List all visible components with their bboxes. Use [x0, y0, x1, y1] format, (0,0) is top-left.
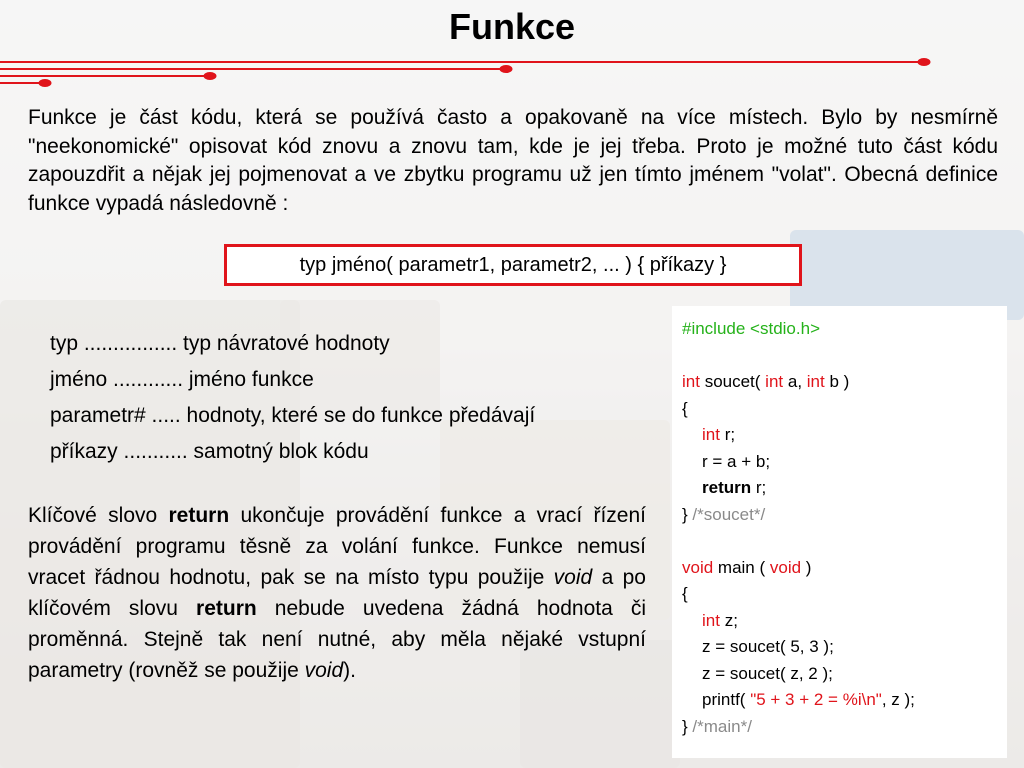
code-example-panel	[672, 306, 1007, 758]
code-brace-close-main: } /*main*/	[682, 716, 752, 736]
code-blank-line	[682, 343, 1007, 370]
code-call-1: z = soucet( 5, 3 );	[702, 637, 834, 656]
code-blank-line	[682, 528, 1007, 555]
definition-item: jméno ............ jméno funkce	[50, 368, 314, 391]
definition-item: příkazy ........... samotný blok kódu	[50, 440, 369, 463]
decorative-red-lines	[0, 54, 1024, 90]
keyword-return: return	[168, 504, 230, 527]
code-main-signature: void main ( void )	[682, 557, 812, 577]
keyword-void: void	[304, 659, 344, 682]
code-declare-z: int z;	[702, 610, 738, 630]
code-printf-line: printf( "5 + 3 + 2 = %i\n", z );	[702, 690, 915, 709]
intro-paragraph: Funkce je část kódu, která se používá často a opakovaně na více místech. Bylo by nesmírně "neekonomické" opisovat kód znovu a znovu tam, kde je jej třeba. Proto je možné tuto část kódu zapouzdřit a nějak jej pojmenovat a ve zbytku programu už jen tímto jménem "volat". Obecná definice funkce vypadá následovně :	[28, 106, 998, 215]
code-brace-close-soucet: } /*soucet*/	[682, 504, 766, 524]
keyword-void: void	[553, 566, 593, 589]
function-syntax-text: typ jméno( parametr1, parametr2, ... ) { příkazy }	[299, 254, 727, 276]
definitions-list	[50, 326, 670, 470]
slide-title: Funkce	[448, 6, 576, 47]
code-assign-r: r = a + b;	[702, 451, 771, 471]
return-paragraph: Klíčové slovo return ukončuje provádění funkce a vrací řízení provádění programu těsně za volání funkce. Funkce nemusí vracet řádnou hodnotu, pak se na místo typu použije void a po klíčovém slovu return nebude uvedena žádná hodnota či proměnná. Stejně tak není nutné, aby měla nějaké vstupní parametry (rovněž se použije void).	[28, 504, 646, 682]
definition-item: parametr# ..... hodnoty, které se do funkce předávají	[50, 404, 536, 427]
code-return-line: return r;	[702, 478, 767, 497]
keyword-return: return	[196, 597, 257, 620]
definition-item: typ ................ typ návratové hodnoty	[50, 332, 390, 355]
function-syntax-box	[224, 244, 802, 286]
code-brace-open: {	[682, 584, 688, 603]
code-include-line: #include <stdio.h>	[682, 319, 820, 338]
code-call-2: z = soucet( z, 2 );	[702, 663, 833, 683]
code-brace-open: {	[682, 398, 688, 418]
code-soucet-signature: int soucet( int a, int b )	[682, 372, 850, 391]
code-declare-r: int r;	[702, 425, 736, 444]
